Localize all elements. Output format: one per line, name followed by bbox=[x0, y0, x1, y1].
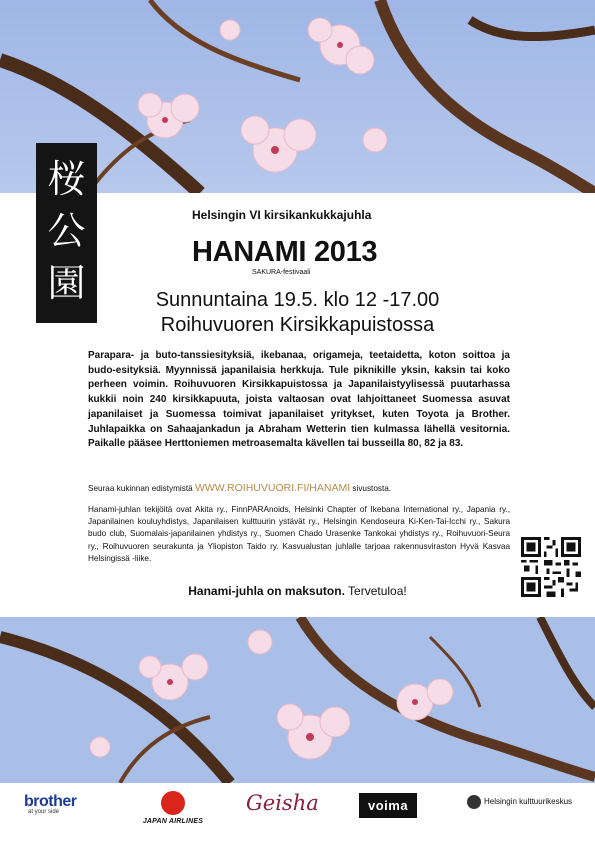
jal-logo bbox=[128, 791, 218, 825]
subtitle: SAKURA-festivaali bbox=[252, 269, 311, 276]
event-description: Parapara- ja buto-tanssiesityksiä, ikebanaa, origameja, teetaidetta, koton soittoa ja budo-esityksiä. Myynnissä japanilaisia herkkuja. Tule piknikille yksin, kaksin tai koko perheen voimin. Roihuvuoren Kirsikkapuistossa ja Japanilaistyylisessä puutarhassa kukkii noin 240 kirsikkapuuta, joista valtaosan ovat lahjoittaneet Suomessa asuvat japanilaiset ja Suomessa toimivat japanilaiset yritykset, kuten Toyota ja Brother. Juhlapaikka on Sahaajankadun ja Abraham Wetterin tien kulmassa lähellä vesitornia. Paikalle pääsee Herttoniemen metroasemalta kävellen tai busseilla 80, 82 ja 83. bbox=[88, 350, 510, 450]
organizers-text: Hanami-juhlan tekijöitä ovat Akita ry., FinnPARAnoids, Helsinki Chapter of Ikebana International ry., Japania ry., Japanilainen kouluyhdistys, Japanilaisen kulttuurin ystävät ry., Helsingin Kendoseura Ki-Ken-Tai-Icchi ry., Sakura budo club, Suomalais-japanilainen yhdistys ry., Suomen Chado Urasenke Tankokai yhdistys ry., Roihuvuori-Seura ry., Roihuvuoren seurakunta ja Yliopiston Taido ry. Kasvualustan juhlalle tarjoaa rakennusviraston Hyvä Kasvaa Helsingissä -liike. bbox=[88, 505, 510, 563]
page-title: HANAMI 2013 bbox=[192, 236, 378, 268]
brother-logo bbox=[24, 793, 77, 815]
follow-text-after: sivustosta. bbox=[350, 484, 392, 493]
cherry-blossom-photo-bottom bbox=[0, 617, 595, 783]
event-venue: Roihuvuoren Kirsikkapuistossa bbox=[160, 314, 435, 336]
kanji-char: 園 bbox=[47, 261, 86, 305]
kulttuurikeskus-logo bbox=[467, 795, 572, 809]
voima-logo: voima bbox=[359, 793, 417, 818]
jal-wordmark: JAPAN AIRLINES bbox=[142, 818, 204, 825]
festival-label: Helsingin VI kirsikankukkajuhla bbox=[192, 208, 372, 222]
admission-note bbox=[0, 584, 595, 598]
kanji-char: 公 bbox=[47, 209, 86, 253]
kanji-char: 桜 bbox=[47, 157, 86, 201]
kulttuurikeskus-wordmark: Helsingin kulttuurikeskus bbox=[484, 797, 573, 807]
geisha-logo: Geisha bbox=[246, 791, 319, 815]
brother-wordmark: brother bbox=[24, 793, 77, 810]
kulttuurikeskus-icon bbox=[467, 795, 481, 809]
event-date: Sunnuntaina 19.5. klo 12 -17.00 bbox=[155, 289, 440, 311]
brother-tagline: at your side bbox=[28, 809, 60, 815]
follow-text-before: Seuraa kukinnan edistymistä bbox=[88, 484, 195, 493]
follow-line bbox=[88, 482, 528, 494]
sponsor-logos bbox=[0, 783, 595, 841]
website-link[interactable]: WWW.ROIHUVUORI.FI/HANAMI bbox=[194, 482, 351, 494]
welcome-text: Tervetuloa! bbox=[344, 584, 407, 598]
crane-icon bbox=[161, 791, 185, 815]
admission-free: Hanami-juhla on maksuton. bbox=[188, 584, 345, 598]
